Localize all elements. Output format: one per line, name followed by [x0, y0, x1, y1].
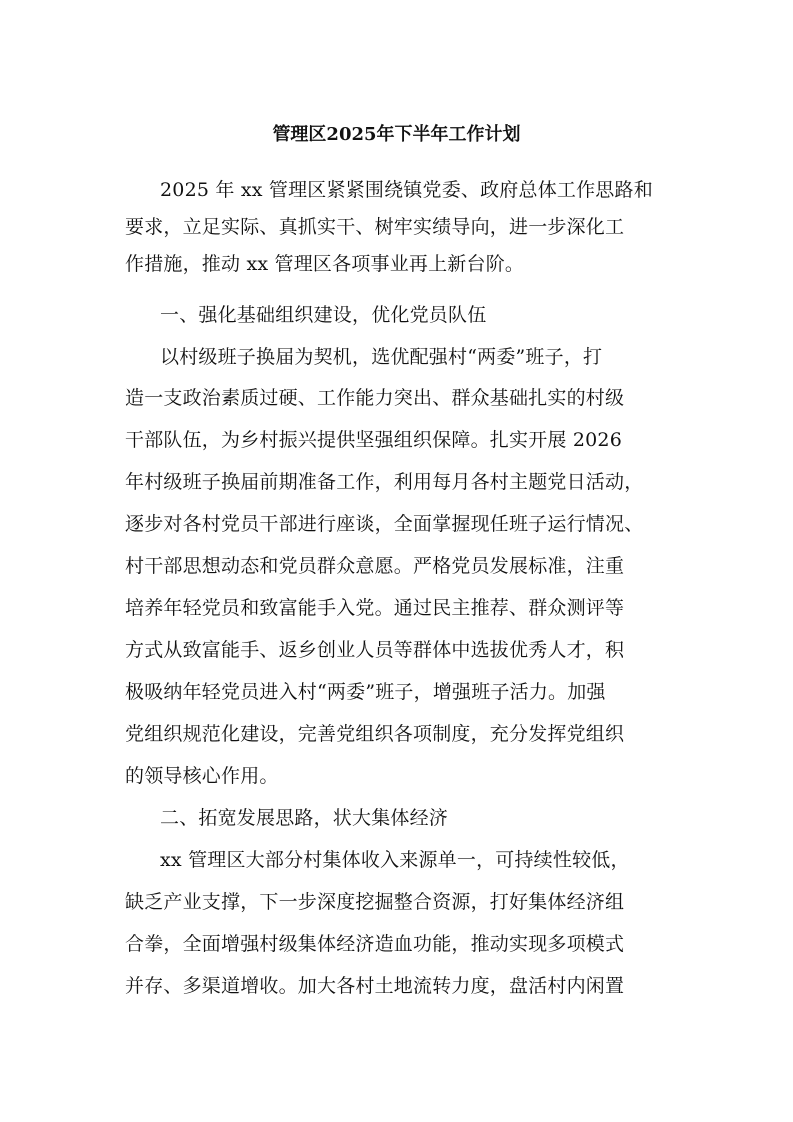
text-line: 方式从致富能手、返乡创业人员等群体中选拔优秀人才，积 — [125, 639, 625, 661]
text-line: 并存、多渠道增收。加大各村土地流转力度，盘活村内闲置 — [125, 975, 625, 997]
text-line: 2025 年 xx 管理区紧紧围绕镇党委、政府总体工作思路和 — [160, 179, 653, 201]
text-line: 合拳，全面增强村级集体经济造血功能，推动实现多项模式 — [125, 933, 625, 955]
document-title: 管理区2025年下半年工作计划 — [272, 124, 521, 145]
text-line: 村干部思想动态和党员群众意愿。严格党员发展标准，注重 — [125, 555, 625, 577]
text-line: xx 管理区大部分村集体收入来源单一，可持续性较低， — [160, 849, 630, 871]
text-line: 作措施，推动 xx 管理区各项事业再上新台阶。 — [125, 253, 525, 275]
text-line: 以村级班子换届为契机，选优配强村“两委”班子，打 — [160, 346, 603, 368]
text-line: 逐步对各村党员干部进行座谈，全面掌握现任班子运行情况、 — [125, 513, 644, 535]
text-line: 干部队伍，为乡村振兴提供坚强组织保障。扎实开展 2026 — [125, 429, 622, 451]
text-line: 党组织规范化建设，完善党组织各项制度，充分发挥党组织 — [125, 723, 625, 745]
section-heading-2: 二、拓宽发展思路，状大集体经济 — [160, 807, 449, 829]
text-line: 培养年轻党员和致富能手入党。通过民主推荐、群众测评等 — [125, 597, 625, 619]
section-heading-1: 一、强化基础组织建设，优化党员队伍 — [160, 304, 487, 326]
text-line: 要求，立足实际、真抓实干、树牢实绩导向，进一步深化工 — [125, 216, 625, 238]
text-line: 的领导核心作用。 — [125, 765, 279, 787]
text-line: 缺乏产业支撑，下一步深度挖掘整合资源，打好集体经济组 — [125, 891, 625, 913]
text-line: 极吸纳年轻党员进入村“两委”班子，增强班子活力。加强 — [125, 681, 606, 703]
text-line: 造一支政治素质过硬、工作能力突出、群众基础扎实的村级 — [125, 387, 625, 409]
text-line: 年村级班子换届前期准备工作，利用每月各村主题党日活动， — [125, 471, 644, 493]
